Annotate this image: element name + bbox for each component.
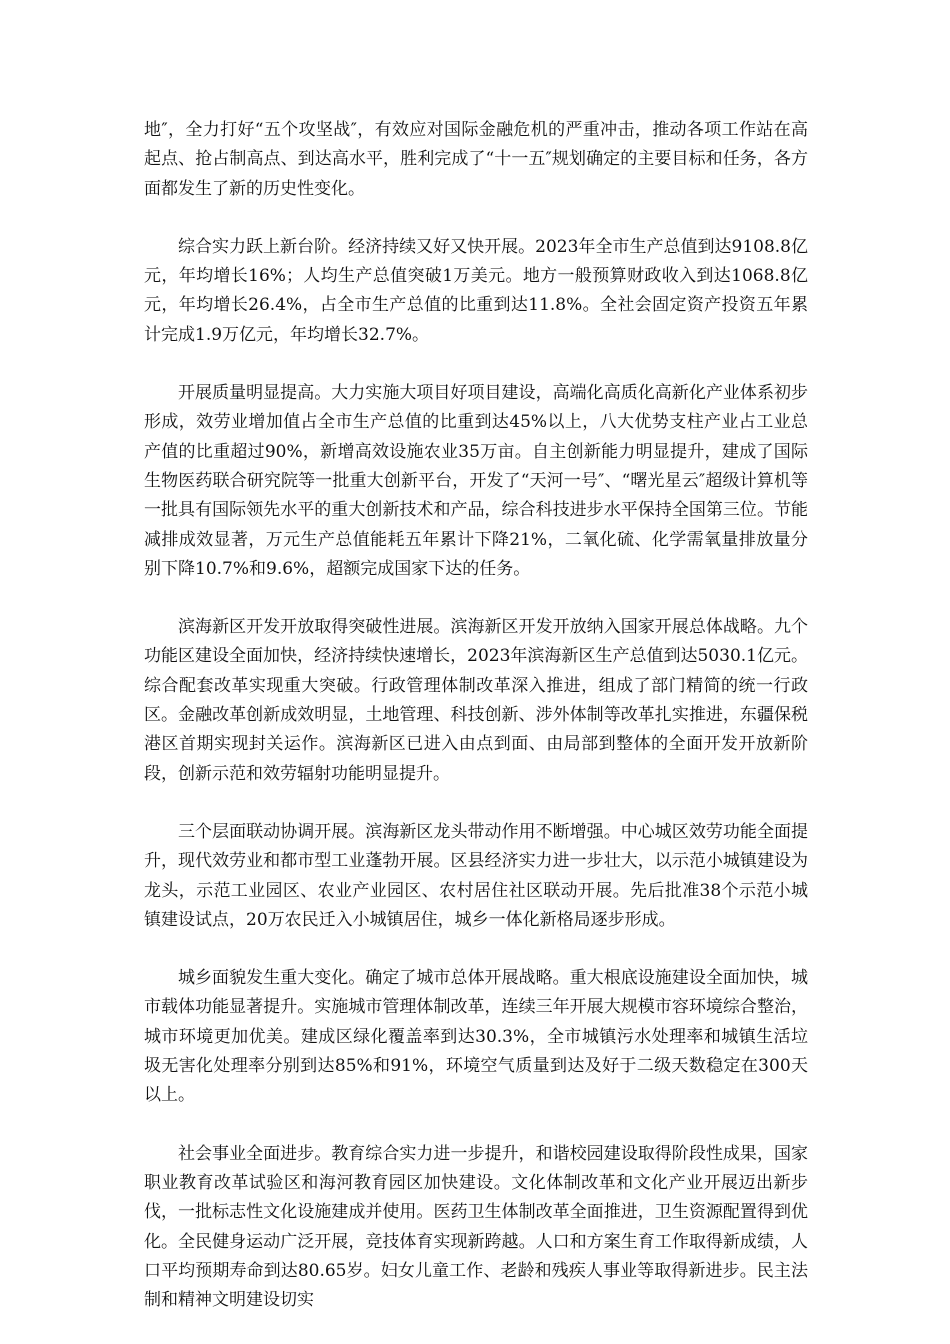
- paragraph-three-levels: 三个层面联动协调开展。滨海新区龙头带动作用不断增强。中心城区效劳功能全面提升，现代效劳业和都市型工业蓬勃开展。区县经济实力进一步壮大，以示范小城镇建设为龙头，示范工业园区、农业产业园区、农村居住社区联动开展。先后批准38个示范小城镇建设试点，20万农民迁入小城镇居住，城乡一体化新格局逐步形成。: [144, 821, 808, 930]
- paragraph-comprehensive-strength: 综合实力跃上新台阶。经济持续又好又快开展。2023年全市生产总值到达9108.8亿元，年均增长16%；人均生产总值突破1万美元。地方一般预算财政收入到达1068.8亿元，年均增长26.4%，占全市生产总值的比重到达11.8%。全社会固定资产投资五年累计完成1.9万亿元，年均增长32.7%。: [144, 236, 808, 345]
- paragraph-binhai-new-area: 滨海新区开发开放取得突破性进展。滨海新区开发开放纳入国家开展总体战略。九个功能区建设全面加快，经济持续快速增长，2023年滨海新区生产总值到达5030.1亿元。综合配套改革实现重大突破。行政管理体制改革深入推进，组成了部门精简的统一行政区。金融改革创新成效明显，土地管理、科技创新、涉外体制等改革扎实推进，东疆保税港区首期实现封关运作。滨海新区已进入由点到面、由局部到整体的全面开发开放新阶段，创新示范和效劳辐射功能明显提升。: [144, 617, 808, 784]
- paragraph-intro-continuation: 地″，全力打好“五个攻坚战″，有效应对国际金融危机的严重冲击，推动各项工作站在高起点、抢占制高点、到达高水平，胜利完成了“十一五″规划确定的主要目标和任务，各方面都发生了新的历史性变化。: [144, 120, 808, 199]
- paragraph-urban-rural: 城乡面貌发生重大变化。确定了城市总体开展战略。重大根底设施建设全面加快，城市载体功能显著提升。实施城市管理体制改革，连续三年开展大规模市容环境综合整治，城市环境更加优美。建成区绿化覆盖率到达30.3%，全市城镇污水处理率和城镇生活垃圾无害化处理率分别到达85%和91%，环境空气质量到达及好于二级天数稳定在300天以上。: [144, 968, 808, 1106]
- paragraph-social-undertakings: 社会事业全面进步。教育综合实力进一步提升，和谐校园建设取得阶段性成果，国家职业教育改革试验区和海河教育园区加快建设。文化体制改革和文化产业开展迈出新步伐，一批标志性文化设施建成并使用。医药卫生体制改革全面推进，卫生资源配置得到优化。全民健身运动广泛开展，竞技体育实现新跨越。人口和方案生育工作取得新成绩，人口平均预期寿命到达80.65岁。妇女儿童工作、老龄和残疾人事业等取得新进步。民主法制和精神文明建设切实: [144, 1143, 808, 1311]
- document-page: [144, 116, 808, 1344]
- paragraph-development-quality: 开展质量明显提高。大力实施大项目好项目建设，高端化高质化高新化产业体系初步形成，效劳业增加值占全市生产总值的比重到达45%以上，八大优势支柱产业占工业总产值的比重超过90%，新增高效设施农业35万亩。自主创新能力明显提升，建成了国际生物医药联合研究院等一批重大创新平台，开发了“天河一号″、“曙光星云″超级计算机等一批具有国际领先水平的重大创新技术和产品，综合科技进步水平保持全国第三位。节能减排成效显著，万元生产总值能耗五年累计下降21%，二氧化硫、化学需氧量排放量分别下降10.7%和9.6%，超额完成国家下达的任务。: [144, 383, 808, 579]
